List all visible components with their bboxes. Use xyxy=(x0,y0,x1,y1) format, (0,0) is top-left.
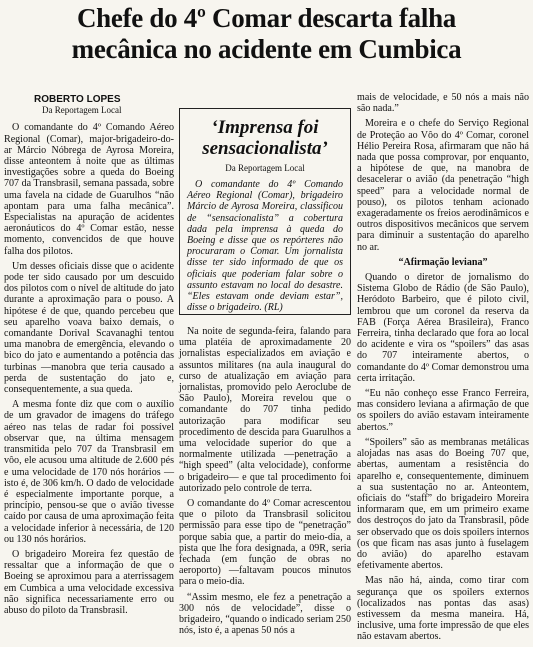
paragraph: O comandante do 4º Comar acrescentou que o piloto da Transbrasil solicitou permissão para esse tipo de “penetração” porque sabia que, a partir do meio-dia, a pista que lhe fora designada, a 09R, seria fechada (em função de obras no aeroporto) —faltavam poucos minutos para o meio-dia. xyxy=(179,498,351,588)
paragraph: mais de velocidade, e 50 nós a mais não são nada.” xyxy=(357,92,529,115)
column-1 xyxy=(4,94,174,620)
paragraph: Moreira e o chefe do Serviço Regional de Proteção ao Vôo do 4º Comar, coronel Hélio Pereira Rosa, afirmaram que não há nada que possa comprovar, por enquanto, a hipótese de que, na manobra de desacelerar o avião (da penetração “high speed” para a velocidade normal de pouso), os pilotos tenham acionado exageradamente os freios aerodinâmicos e outros dispositivos mecânicos que servem para diminuir a sustentação do aparelho no ar. xyxy=(357,118,529,253)
column-2 xyxy=(179,326,351,640)
byline-desk: Da Reportagem Local xyxy=(42,105,122,116)
paragraph: “Eu não conheço esse Franco Ferreira, mas considero leviana a afirmação de que os spoilers do avião estavam inteiramente abertos.” xyxy=(357,388,529,433)
byline-author: ROBERTO LOPES xyxy=(34,94,121,105)
headline-line-1: Chefe do 4º Comar descarta falha xyxy=(76,3,456,33)
paragraph: “Spoilers” são as membranas metálicas alojadas nas asas do Boeing 707 que, abertas, aumentam a resistência do aparelho e, consequentemente, diminuem a sua sustentação no ar. Anteontem, oficiais do “staff” do brigadeiro Moreira informaram que, em um primeiro exame dos destroços do jato da Transbrasil, pôde ser observado que os dois spoilers internos (os que ficam nas asas junto à fuselagem do avião) do aparelho estavam efetivamente abertos. xyxy=(357,436,529,572)
paragraph: Um desses oficiais disse que o acidente pode ter sido causado por um descuido dos pilotos com o nível de altitude do jato durante a aproximação para o pouso. A hipótese é de que, quando percebeu que seu aparelho voava baixo demais, o comandante Dorival Scavanaghi tentou uma manobra de emergência, elevando o bico do jato e aumentando a potência das turbinas —manobra que teria causado a perda de sustentação do jato e, consequentemente, a sua queda. xyxy=(4,260,174,396)
paragraph: Quando o diretor de jornalismo do Sistema Globo de Rádio (de São Paulo), Heródoto Barbeiro, que é piloto civil, lembrou que um coronel da reserva da FAB (Força Aérea Brasileira), Franco Ferreira, tinha declarado que fora ao local do acidente e vira os “spoilers” das asas do 707 inteiramente abertos, o comandante do 4º Comar demonstrou uma certa irritação. xyxy=(357,272,529,384)
paragraph: Na noite de segunda-feira, falando para uma platéia de aproximadamente 20 jornalistas especializados em aviação e assuntos militares (na aula inaugural do curso de atualização em aviação para jornalistas, promovido pelo Aeroclube de São Paulo), Moreira revelou que o comandante do 707 tinha pedido autorização para modificar seu procedimento de descida para Guarulhos a uma velocidade superior do que a normalmente utilizada —penetração a “high speed” (alta velocidade), conforme o brigadeiro— e que tal procedimento foi autorizado pelo controle de terra. xyxy=(179,326,351,494)
paragraph: O brigadeiro Moreira fez questão de ressaltar que a informação de que o Boeing se aproximou para a aterrissagem em Cumbica a uma velocidade excessiva não significa necessariamente erro ou abuso do piloto da Transbrasil. xyxy=(4,548,174,616)
subheading: “Afirmação leviana” xyxy=(398,256,488,268)
sidebar-body: O comandante do 4º Comando Aéreo Regional (Comar), brigadeiro Márcio de Ayrosa Moreira, classificou de “sensacionalista” a cobertura dada pela imprensa à queda do Boeing e disse que os repórteres não procuraram o Comar. Um jornalista disse ter sido informado de que os oficiais que poderiam falar sobre o assunto estavam no local do desastre. “Eles estavam onde deviam estar”, disse o brigadeiro. (RL) xyxy=(187,179,343,314)
column-3 xyxy=(357,92,529,647)
headline-line-2: mecânica no acidente em Cumbica xyxy=(71,34,462,64)
sidebar-box xyxy=(179,108,351,315)
paragraph: Mas não há, ainda, como tirar com segurança que os spoilers externos (localizados nas pontas das asas) estivessem da mesma maneira. Há, inclusive, uma forte impressão de que eles não estavam abertos. xyxy=(357,575,529,643)
paragraph: O comandante do 4º Comando Aéreo Regional (Comar), major-brigadeiro-do-ar Márcio Nóbrega de Ayrosa Moreira, disse anteontem à noite que as últimas investigações sobre a queda do Boeing 707 da Transbrasil, semana passada, sobre uma favela na cidade de Guarulhos “não apontam para uma falha mecânica”. Especialistas na apuração de acidentes aeronáuticos do 4º Comar estão, nesse momento, convencidos de que houve falha dos pilotos. xyxy=(4,122,174,257)
paragraph: “Assim mesmo, ele fez a penetração a 300 nós de velocidade”, disse o brigadeiro, “quando o indicado seriam 250 nós, isto é, a apenas 50 nós a xyxy=(179,591,351,637)
headline xyxy=(0,0,533,65)
sidebar-title: ‘Imprensa foi sensacionalista’ xyxy=(202,117,328,159)
paragraph: A mesma fonte diz que com o auxílio de um gravador de imagens do tráfego aéreo nas telas de radar foi possível observar que, na última mensagem transmitida pelo 707 da Transbrasil em vôo, ele acusou uma altitude de 2.600 pés e uma velocidade de 170 nós horários —isto é, de 306 km/h. O dado de velocidade é especialmente importante porque, a princípio, pensou-se que o avião tivesse caído por causa de uma aproximação feita a velocidade inferior à necessária, de 120 ou 130 nós horários. xyxy=(4,399,174,545)
sidebar-desk: Da Reportagem Local xyxy=(225,163,305,173)
